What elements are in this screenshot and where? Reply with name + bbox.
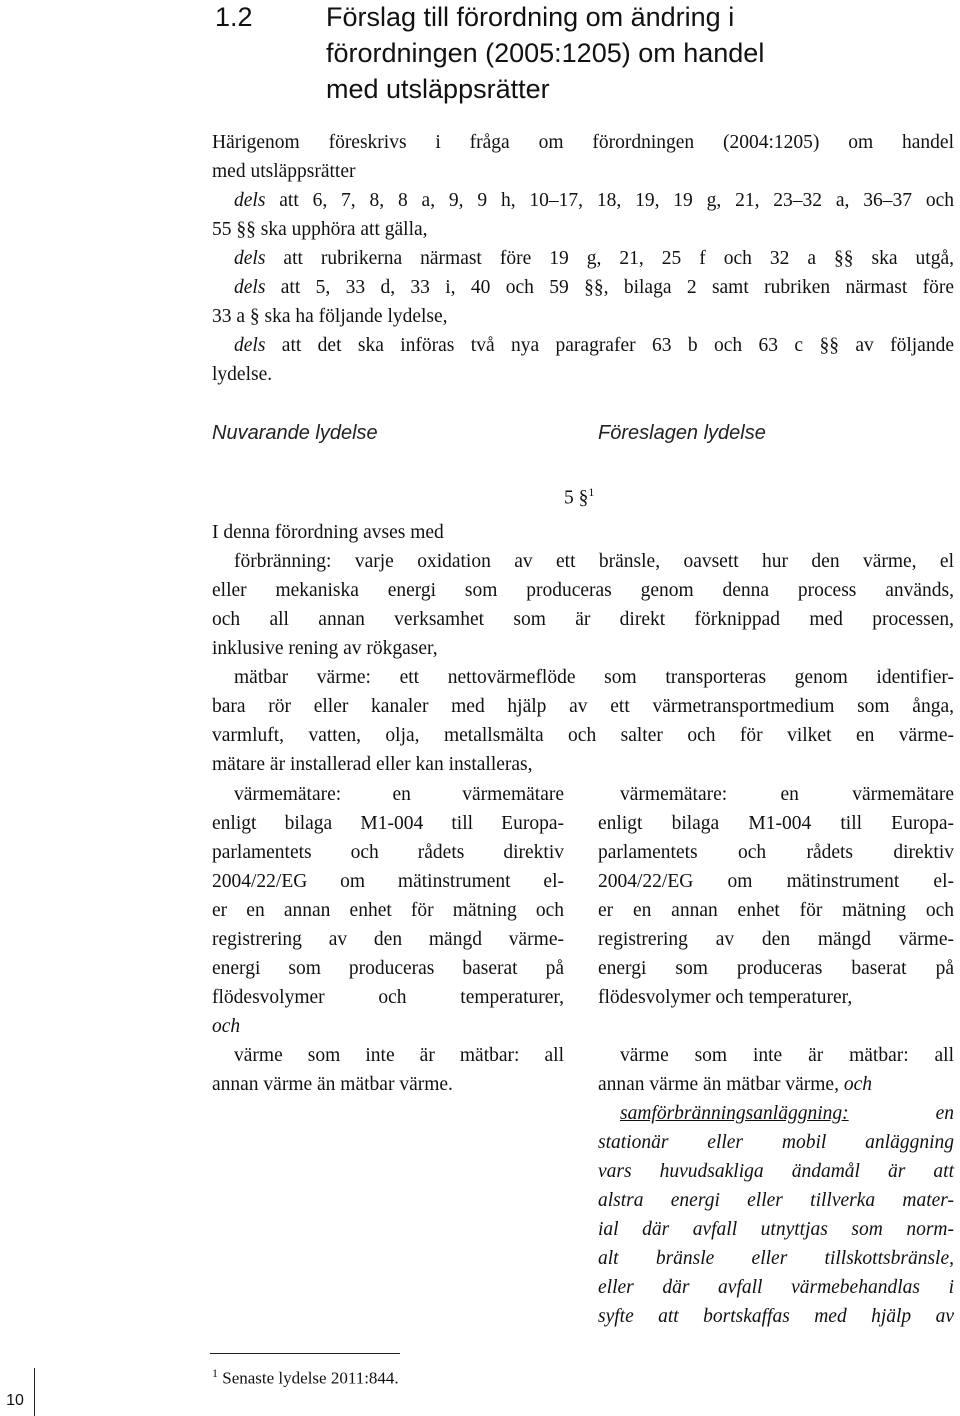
footnote-number: 1 xyxy=(212,1366,218,1380)
current-varmematare-line-5: er en annan enhet för mätning och xyxy=(212,900,564,921)
heading-title-line-2: förordningen (2005:1205) om handel xyxy=(326,38,765,68)
current-varme-line-2: annan värme än mätbar värme. xyxy=(212,1074,453,1095)
definition-forbranning-line-1: förbränning: varje oxidation av ett bränsle, oavsett hur den värme, el xyxy=(234,551,954,572)
footnote-text: Senaste lydelse 2011:844. xyxy=(222,1368,399,1388)
footnote xyxy=(212,1366,399,1389)
current-varmematare-line-2: enligt bilaga M1-004 till Europa- xyxy=(212,813,564,834)
dels-item-4-line-2: lydelse. xyxy=(212,364,273,385)
current-varmematare-line-8: flödesvolymer och temperaturer, xyxy=(212,987,564,1008)
proposed-wording-caption: Föreslagen lydelse xyxy=(598,422,766,444)
dels-word: dels xyxy=(234,277,266,298)
proposed-varmematare-line-1: värmemätare: en värmemätare xyxy=(620,784,954,805)
dels-item-3-line-1: dels att 5, 33 d, 33 i, 40 och 59 §§, bilaga 2 samt rubriken närmast före xyxy=(234,277,954,298)
section-heading: 5 §$^1$ xyxy=(564,485,595,509)
proposed-varmematare-line-5: er en annan enhet för mätning och xyxy=(598,900,954,921)
proposed-samforbranning-line-4: alstra energi eller tillverka mater- xyxy=(598,1190,954,1211)
current-och-word: och xyxy=(212,1016,241,1037)
heading-title-line-3: med utsläppsrätter xyxy=(326,74,550,104)
definition-matbar-line-1: mätbar värme: ett nettovärmeflöde som transporteras genom identifier- xyxy=(234,667,954,688)
proposed-varmematare-line-8: flödesvolymer och temperaturer, xyxy=(598,987,853,1008)
proposed-varmematare-line-7: energi som produceras baserat på xyxy=(598,958,954,979)
heading-title-line-1: Förslag till förordning om ändring i xyxy=(326,2,735,32)
footnote-divider xyxy=(210,1353,400,1354)
definition-matbar-line-4: mätare är installerad eller kan installeras, xyxy=(212,754,533,775)
proposed-varmematare-line-2: enligt bilaga M1-004 till Europa- xyxy=(598,813,954,834)
proposed-varme-line-2: annan värme än mätbar värme, och xyxy=(598,1074,872,1095)
intro-line-1: Härigenom föreskrivs i fråga om förordningen (2004:1205) om handel xyxy=(212,132,954,153)
proposed-varmematare-line-6: registrering av den mängd värme- xyxy=(598,929,954,950)
dels-item-2: dels att rubrikerna närmast före 19 g, 21, 25 f och 32 a §§ ska utgå, xyxy=(234,248,954,269)
proposed-samforbranning-line-5: ial där avfall utnyttjas som norm- xyxy=(598,1219,954,1240)
proposed-varmematare-line-4: 2004/22/EG om mätinstrument el- xyxy=(598,871,954,892)
heading-number: 1.2 xyxy=(215,2,253,32)
dels-item-1-line-2: 55 §§ ska upphöra att gälla, xyxy=(212,219,428,240)
proposed-samforbranning-line-2: stationär eller mobil anläggning xyxy=(598,1132,954,1153)
definition-forbranning-line-4: inklusive rening av rökgaser, xyxy=(212,638,438,659)
proposed-varme-line-1: värme som inte är mätbar: all xyxy=(620,1045,954,1066)
proposed-samforbranning-line-6: alt bränsle eller tillskottsbränsle, xyxy=(598,1248,954,1269)
definition-matbar-line-3: varmluft, vatten, olja, metallsmälta och salter och för vilket en värme- xyxy=(212,725,954,746)
current-wording-caption: Nuvarande lydelse xyxy=(212,422,378,444)
current-varmematare-line-1: värmemätare: en värmemätare xyxy=(234,784,564,805)
page-number: 10 xyxy=(6,1392,24,1409)
current-varmematare-line-3: parlamentets och rådets direktiv xyxy=(212,842,564,863)
current-varme-line-1: värme som inte är mätbar: all xyxy=(234,1045,564,1066)
footnote-reference: 1 xyxy=(588,485,595,499)
page-number-divider xyxy=(34,1368,35,1416)
dels-item-4-line-1: dels att det ska införas två nya paragrafer 63 b och 63 c §§ av följande xyxy=(234,335,954,356)
current-varmematare-line-6: registrering av den mängd värme- xyxy=(212,929,564,950)
dels-word: dels xyxy=(234,248,266,269)
samforbranning-term: samförbränningsanläggning: xyxy=(620,1103,849,1124)
dels-word: dels xyxy=(234,190,266,211)
dels-item-1-line-1: dels att 6, 7, 8, 8 a, 9, 9 h, 10–17, 18, 19, 19 g, 21, 23–32 a, 36–37 och xyxy=(234,190,954,211)
intro-line-2: med utsläppsrätter xyxy=(212,161,356,182)
current-varmematare-line-7: energi som produceras baserat på xyxy=(212,958,564,979)
definition-forbranning-line-3: och all annan verksamhet som är direkt förknippad med processen, xyxy=(212,609,954,630)
proposed-samforbranning-line-8: syfte att bortskaffas med hjälp av xyxy=(598,1306,954,1327)
current-varmematare-line-4: 2004/22/EG om mätinstrument el- xyxy=(212,871,564,892)
dels-item-3-line-2: 33 a § ska ha följande lydelse, xyxy=(212,306,448,327)
definition-forbranning-line-2: eller mekaniska energi som produceras genom denna process används, xyxy=(212,580,954,601)
definitions-intro: I denna förordning avses med xyxy=(212,522,444,543)
definition-matbar-line-2: bara rör eller kanaler med hjälp av ett värmetransportmedium som ånga, xyxy=(212,696,954,717)
proposed-samforbranning-line-1: samförbränningsanläggning: en xyxy=(620,1103,954,1124)
proposed-samforbranning-line-7: eller där avfall värmebehandlas i xyxy=(598,1277,954,1298)
proposed-varmematare-line-3: parlamentets och rådets direktiv xyxy=(598,842,954,863)
dels-word: dels xyxy=(234,335,266,356)
proposed-samforbranning-line-3: vars huvudsakliga ändamål är att xyxy=(598,1161,954,1182)
